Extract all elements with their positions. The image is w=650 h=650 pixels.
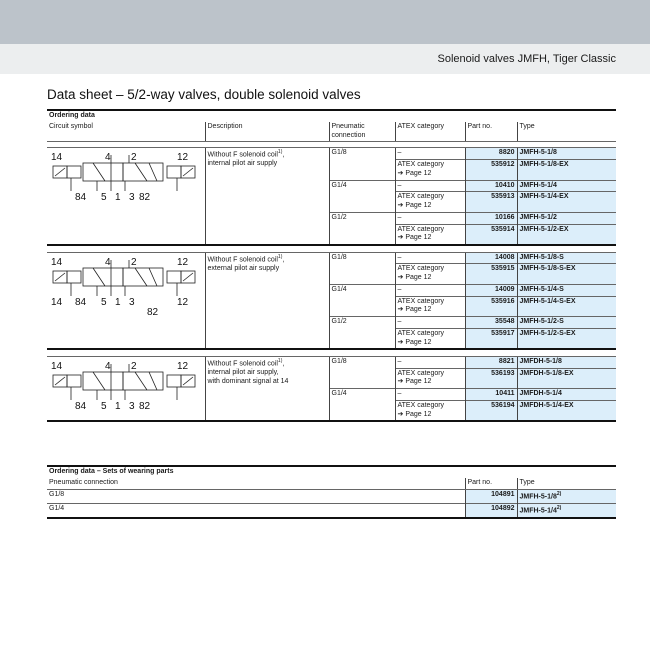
type-designation: JMFH-5-1/4-S-EX — [517, 296, 616, 317]
description-line: Without F solenoid coil — [207, 360, 278, 368]
part-number: 104891 — [465, 489, 517, 503]
atex-cell — [395, 317, 465, 329]
port-label: 82 — [139, 192, 151, 204]
atex-label: ATEX category — [397, 225, 445, 233]
atex-cell — [395, 356, 465, 368]
pneumatic-connection: G1/2 — [329, 212, 395, 245]
atex-label: ATEX category — [397, 369, 445, 377]
group-separator — [47, 349, 616, 356]
part-number: 104892 — [465, 503, 517, 518]
page-ref-link[interactable]: Page 12 — [405, 338, 432, 346]
part-number: 535916 — [465, 296, 517, 317]
port-label: 84 — [75, 192, 87, 204]
circuit-symbol — [49, 254, 199, 316]
atex-label: ATEX category — [397, 401, 445, 409]
page-ref-link[interactable]: Page 12 — [405, 234, 432, 242]
atex-cell — [395, 148, 465, 160]
atex-label: – — [397, 149, 402, 157]
part-number: 535915 — [465, 264, 517, 285]
part-number: 535913 — [465, 192, 517, 213]
type-designation: JMFH-5-1/2-S — [517, 317, 616, 329]
atex-label: – — [397, 181, 402, 189]
atex-cell — [395, 192, 465, 213]
port-label: 12 — [177, 360, 189, 372]
page-ref-link[interactable]: Page 12 — [405, 169, 432, 177]
description-cell: Without F solenoid coil$^{1)}$, internal pilot air supply, with dominant signal at 14 — [205, 356, 329, 421]
atex-cell — [395, 389, 465, 401]
atex-cell — [395, 264, 465, 285]
port-label: 14 — [51, 152, 63, 164]
port-label: 1 — [115, 400, 121, 412]
atex-cell — [395, 400, 465, 421]
part-number: 10166 — [465, 212, 517, 224]
port-label: 12 — [177, 152, 189, 164]
atex-label: ATEX category — [397, 193, 445, 201]
port-label: 4 — [105, 152, 111, 164]
port-label: 4 — [105, 256, 111, 268]
description-cell: Without F solenoid coil$^{1)}$, external pilot air supply — [205, 252, 329, 349]
type-designation: JMFH-5-1/4$^{2)}$ — [517, 503, 616, 518]
atex-label: – — [397, 213, 402, 221]
footnote-mark: 1) — [277, 149, 283, 156]
type-designation: JMFH-5-1/2-S-EX — [517, 328, 616, 349]
atex-cell — [395, 368, 465, 389]
part-number: 10410 — [465, 180, 517, 192]
column-header: Type — [517, 478, 616, 489]
pneumatic-connection: G1/8 — [329, 252, 395, 284]
port-label: 1 — [115, 296, 121, 308]
pneumatic-connection: G1/4 — [47, 503, 465, 518]
port-label: 3 — [129, 400, 135, 412]
atex-cell — [395, 296, 465, 317]
atex-cell — [395, 252, 465, 264]
type-designation: JMFDH-5-1/4 — [517, 389, 616, 401]
port-label: 12 — [177, 296, 189, 308]
part-number: 14009 — [465, 284, 517, 296]
column-header-line: Pneumatic — [331, 122, 365, 130]
part-number: 536193 — [465, 368, 517, 389]
port-label: 2 — [131, 152, 137, 164]
pneumatic-connection: G1/8 — [49, 490, 65, 498]
pneumatic-connection: G1/8 — [329, 356, 395, 388]
atex-label: ATEX category — [397, 265, 445, 273]
pneumatic-connection: G1/8 — [329, 148, 395, 180]
column-header: Type — [517, 122, 616, 142]
port-label: 2 — [131, 360, 137, 372]
part-number: 35548 — [465, 317, 517, 329]
section-title: Ordering data — [49, 112, 95, 119]
part-number: 535917 — [465, 328, 517, 349]
port-label: 1 — [115, 192, 121, 204]
atex-cell — [395, 160, 465, 181]
part-number: 14008 — [465, 252, 517, 264]
description-cell: Without F solenoid coil$^{1)}$, internal pilot air supply — [205, 148, 329, 245]
footnote-mark: 2) — [556, 504, 562, 511]
description-line: internal pilot air supply — [207, 160, 278, 168]
description-line: with dominant signal at 14 — [207, 377, 289, 385]
port-label: 3 — [129, 192, 135, 204]
page-title: Data sheet – 5/2-way valves, double solenoid valves — [47, 87, 361, 102]
part-number: 536194 — [465, 400, 517, 421]
column-header: ATEX category — [395, 122, 465, 142]
atex-cell — [395, 224, 465, 245]
part-number: 8820 — [465, 148, 517, 160]
part-number: 10411 — [465, 389, 517, 401]
type-designation: JMFDH-5-1/8 — [517, 356, 616, 368]
wearing-parts-table — [47, 465, 616, 519]
atex-label: ATEX category — [397, 297, 445, 305]
part-number: 8821 — [465, 356, 517, 368]
column-header: Pneumatic connection — [47, 478, 465, 489]
footnote-mark: 1) — [277, 253, 283, 260]
page-ref-link[interactable]: Page 12 — [405, 306, 432, 314]
atex-label: – — [397, 390, 402, 397]
ordering-data-table — [47, 109, 616, 422]
atex-label: – — [397, 318, 402, 325]
port-label: 14 — [51, 296, 63, 308]
circuit-symbol-cell — [47, 356, 205, 421]
arrow-icon: ➔ — [397, 306, 406, 314]
port-label: 5 — [101, 400, 107, 412]
arrow-icon: ➔ — [397, 202, 406, 209]
description-line: internal pilot air supply, — [207, 368, 279, 376]
circuit-symbol-cell — [47, 252, 205, 349]
type-designation: JMFH-5-1/8 — [517, 148, 616, 160]
top-banner — [0, 0, 650, 44]
atex-cell — [395, 284, 465, 296]
circuit-symbol — [49, 358, 199, 414]
footnote-mark: 2) — [556, 490, 562, 497]
port-label: 2 — [131, 256, 137, 268]
type-designation: JMFH-5-1/4 — [517, 180, 616, 192]
atex-cell — [395, 328, 465, 349]
column-header: Circuit symbol — [47, 122, 205, 142]
section-title: Ordering data – Sets of wearing parts — [49, 468, 174, 475]
atex-label: – — [397, 285, 402, 293]
pneumatic-connection: G1/4 — [329, 284, 395, 316]
column-header: Part no. — [465, 122, 517, 142]
part-number: 535912 — [465, 160, 517, 181]
atex-cell — [395, 212, 465, 224]
arrow-icon: ➔ — [397, 274, 406, 281]
type-designation: JMFH-5-1/8-EX — [517, 160, 616, 181]
port-label: 3 — [129, 296, 135, 308]
type-designation: JMFH-5-1/4-EX — [517, 192, 616, 213]
description-line: Without F solenoid coil — [207, 255, 278, 263]
column-header: Part no. — [465, 478, 517, 489]
type-designation: JMFH-5-1/4-S — [517, 284, 616, 296]
type-designation: JMFH-5-1/8-S-EX — [517, 264, 616, 285]
type-designation: JMFH-5-1/8$^{2)}$ — [517, 489, 616, 503]
port-label: 5 — [101, 296, 107, 308]
footnote-mark: 1) — [277, 357, 283, 364]
atex-label: ATEX category — [397, 329, 445, 337]
page-ref-link[interactable]: Page 12 — [405, 274, 432, 281]
port-label: 14 — [51, 256, 63, 268]
arrow-icon: ➔ — [397, 338, 406, 346]
group-separator — [47, 245, 616, 252]
part-number: 535914 — [465, 224, 517, 245]
atex-label: – — [397, 253, 402, 261]
port-label: 14 — [51, 360, 63, 372]
port-label: 5 — [101, 192, 107, 204]
type-designation: JMFDH-5-1/8-EX — [517, 368, 616, 389]
page-ref-link[interactable]: Page 12 — [405, 378, 432, 386]
port-label: 82 — [147, 306, 159, 316]
pneumatic-connection: G1/2 — [329, 317, 395, 350]
type-designation: JMFH-5-1/2 — [517, 212, 616, 224]
pneumatic-connection: G1/4 — [329, 180, 395, 212]
pneumatic-connection: G1/4 — [329, 389, 395, 422]
column-header: Description — [205, 122, 329, 142]
page-ref-link[interactable]: Page 12 — [405, 202, 432, 209]
type-designation: JMFH-5-1/2-EX — [517, 224, 616, 245]
page-ref-link[interactable]: Page 12 — [405, 410, 432, 418]
atex-label: ATEX category — [397, 161, 445, 168]
type-designation: JMFDH-5-1/4-EX — [517, 400, 616, 421]
atex-cell — [395, 180, 465, 192]
circuit-symbol — [49, 149, 199, 205]
arrow-icon: ➔ — [397, 169, 406, 177]
column-header — [329, 122, 395, 142]
port-label: 4 — [105, 360, 111, 372]
port-label: 84 — [75, 400, 87, 412]
description-line: Without F solenoid coil — [207, 151, 278, 159]
type-designation: JMFH-5-1/8-S — [517, 252, 616, 264]
arrow-icon: ➔ — [397, 410, 406, 418]
header-bar — [0, 44, 650, 74]
port-label: 82 — [139, 400, 151, 412]
product-title: Solenoid valves JMFH, Tiger Classic — [437, 53, 616, 65]
description-line: external pilot air supply — [207, 264, 280, 272]
arrow-icon: ➔ — [397, 234, 406, 242]
arrow-icon: ➔ — [397, 378, 406, 386]
port-label: 84 — [75, 296, 87, 308]
atex-label: – — [397, 357, 402, 365]
circuit-symbol-cell — [47, 148, 205, 245]
port-label: 12 — [177, 256, 189, 268]
column-header-line: connection — [331, 131, 366, 139]
